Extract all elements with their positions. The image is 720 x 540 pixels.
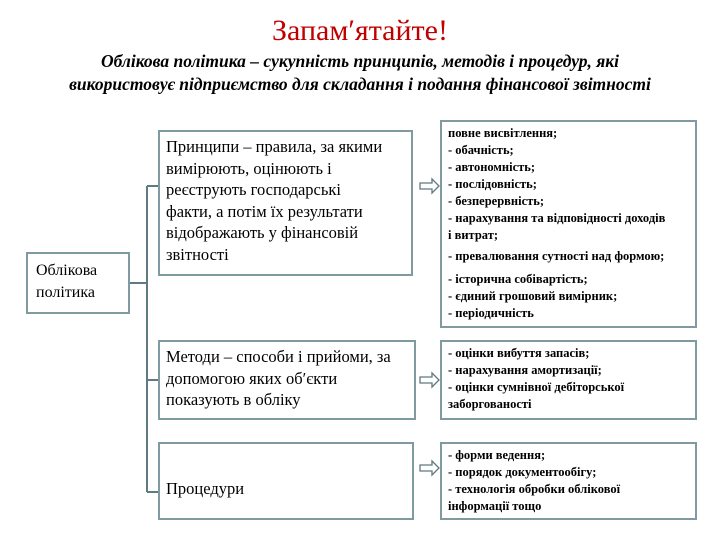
principles-list-item: - безперервність; (448, 194, 545, 208)
double-arrow-methods (420, 373, 439, 387)
root-line-2: політика (36, 284, 95, 301)
principles-list-item: - послідовність; (448, 177, 537, 191)
methods-list-box (440, 340, 697, 420)
methods-list-item: - нарахування амортизації; (448, 363, 602, 377)
principles-list-item: - обачність; (448, 143, 514, 157)
principles-list-item: - автономність; (448, 160, 536, 174)
double-arrow-principles (420, 179, 439, 193)
methods-list-item: - оцінки вибуття запасів; (448, 346, 590, 360)
procedures-label: Процедури (166, 479, 245, 498)
procedures-list-item: - форми ведення; (448, 448, 546, 462)
procedures-box (158, 442, 414, 520)
methods-line: показують в обліку (166, 390, 301, 409)
root-line-1: Облікова (36, 262, 98, 279)
procedures-list-item: інформації тощо (448, 499, 542, 513)
principles-line: вимірюють, оцінюють і (166, 158, 332, 178)
principles-list-box (440, 120, 697, 328)
methods-list-item: заборгованості (448, 397, 532, 411)
methods-box (158, 340, 416, 420)
principles-line: Принципи – правила, за якими (166, 137, 383, 156)
principles-line: звітності (166, 244, 229, 264)
procedures-list-item: - технологія обробки облікової (448, 482, 621, 496)
principles-line: відображають у фінансовій (166, 223, 359, 242)
principles-list-item: - історична собівартість; (448, 272, 588, 286)
principles-list-item: - єдиний грошовий вимірник; (448, 289, 618, 303)
page-title: Запам′ятайте! (272, 14, 448, 47)
principles-line: реєструють господарські (166, 180, 342, 199)
definition-line-1: Облікова політика – сукупність принципів, методів і процедур, які (100, 51, 620, 71)
methods-line: допомогою яких об′єкти (166, 368, 338, 388)
principles-list-item: - періодичність (448, 306, 534, 320)
definition-line-2: використовує підприємство для складання і подання фінансової звітності (69, 74, 651, 94)
methods-line: Методи – способи і прийоми, за (166, 347, 391, 366)
methods-list-item: - оцінки сумнівної дебіторської (448, 380, 625, 394)
accounting-policy-box (26, 252, 130, 314)
principles-list-item: - превалювання сутності над формою; (448, 249, 665, 263)
procedures-list-box (440, 442, 697, 520)
procedures-list-item: - порядок документообігу; (448, 465, 597, 479)
principles-list-item: повне висвітлення; (448, 126, 558, 140)
principles-list-item: і витрат; (448, 228, 499, 242)
principles-line: факти, а потім їх результати (166, 201, 363, 221)
principles-box (158, 130, 413, 276)
principles-list-item: - нарахування та відповідності доходів (448, 211, 666, 225)
double-arrow-procedures (420, 461, 439, 475)
